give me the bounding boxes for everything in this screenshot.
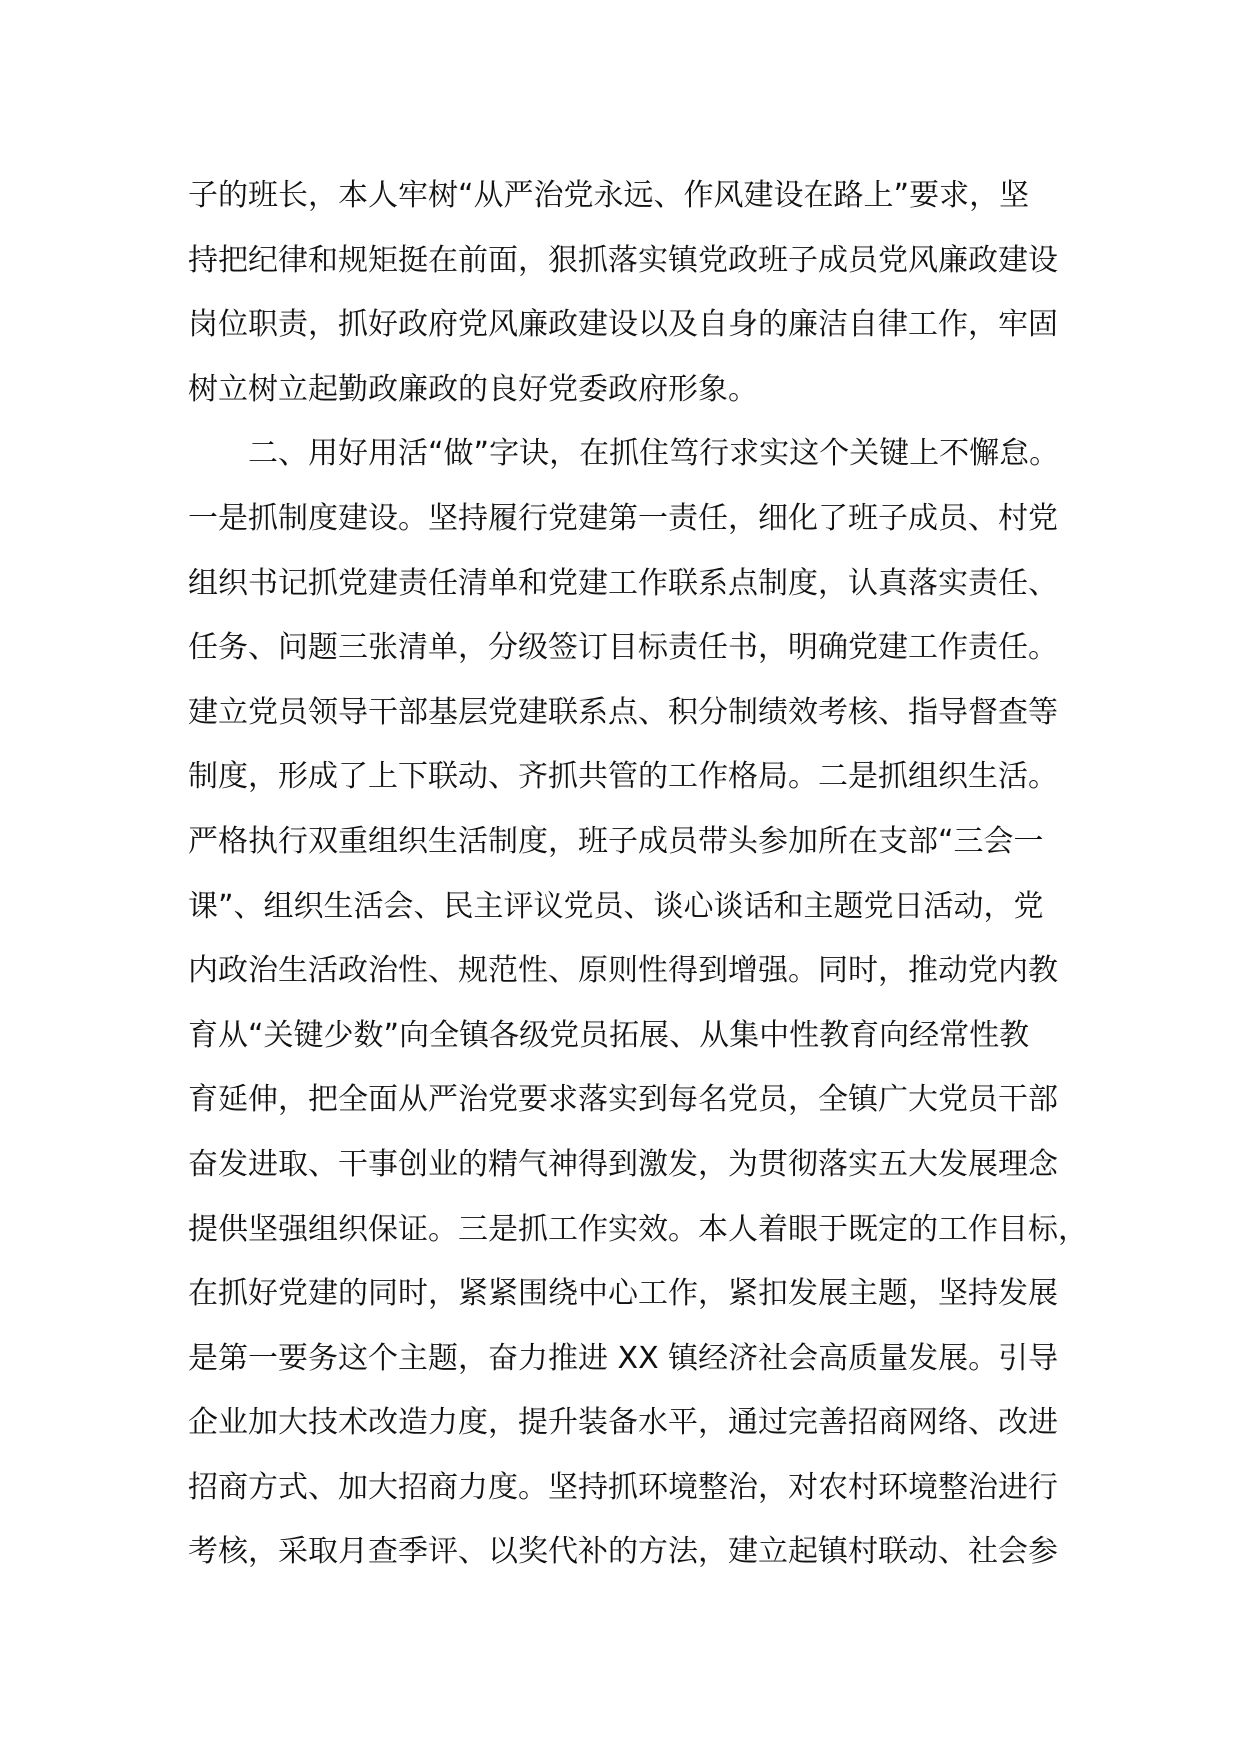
text-line: 在抓好党建的同时，紧紧围绕中心工作，紧扣发展主题，坚持发展 [188,1276,1058,1312]
text-line: 严格执行双重组织生活制度，班子成员带头参加所在支部“三会一 [188,823,1044,859]
text-line: 子的班长，本人牢树“从严治党永远、作风建设在路上”要求，坚 [188,178,1030,213]
text-line: 育延伸，把全面从严治党要求落实到每名党员，全镇广大党员干部 [188,1082,1058,1118]
text-line: 持把纪律和规矩挺在前面，狠抓落实镇党政班子成员党风廉政建设 [188,242,1058,278]
text-line: 任务、问题三张清单，分级签订目标责任书，明确党建工作责任。 [188,630,1058,666]
text-line: 树立树立起勤政廉政的良好党委政府形象。 [188,371,758,407]
text-line: 建立党员领导干部基层党建联系点、积分制绩效考核、指导督查等 [188,694,1058,730]
text-line: 一是抓制度建设。坚持履行党建第一责任，细化了班子成员、村党 [188,500,1058,536]
section-heading-line: 二、用好用活“做”字诀，在抓住笃行求实这个关键上不懈怠。 [248,436,1060,472]
text-line: 组织书记抓党建责任清单和党建工作联系点制度，认真落实责任、 [188,565,1058,601]
text-line: 岗位职责，抓好政府党风廉政建设以及自身的廉洁自律工作，牢固 [188,307,1058,343]
text-line: 课”、组织生活会、民主评议党员、谈心谈话和主题党日活动，党 [188,888,1044,924]
body-text [188,164,1088,1585]
text-line: 企业加大技术改造力度，提升装备水平，通过完善招商网络、改进 [188,1405,1058,1441]
text-line: 内政治生活政治性、规范性、原则性得到增强。同时，推动党内教 [188,953,1058,989]
text-line: 育从“关键少数”向全镇各级党员拓展、从集中性教育向经常性教 [188,1017,1030,1053]
text-line: 招商方式、加大招商力度。坚持抓环境整治，对农村环境整治进行 [188,1469,1058,1505]
text-line: 考核，采取月查季评、以奖代补的方法，建立起镇村联动、社会参 [188,1534,1058,1570]
text-line: 制度，形成了上下联动、齐抓共管的工作格局。二是抓组织生活。 [188,759,1058,795]
text-line: 提供坚强组织保证。三是抓工作实效。本人着眼于既定的工作目标， [188,1211,1088,1247]
text-line: 是第一要务这个主题，奋力推进 XX 镇经济社会高质量发展。引导 [188,1340,1059,1376]
text-line: 奋发进取、干事创业的精气神得到激发，为贯彻落实五大发展理念 [188,1146,1058,1182]
